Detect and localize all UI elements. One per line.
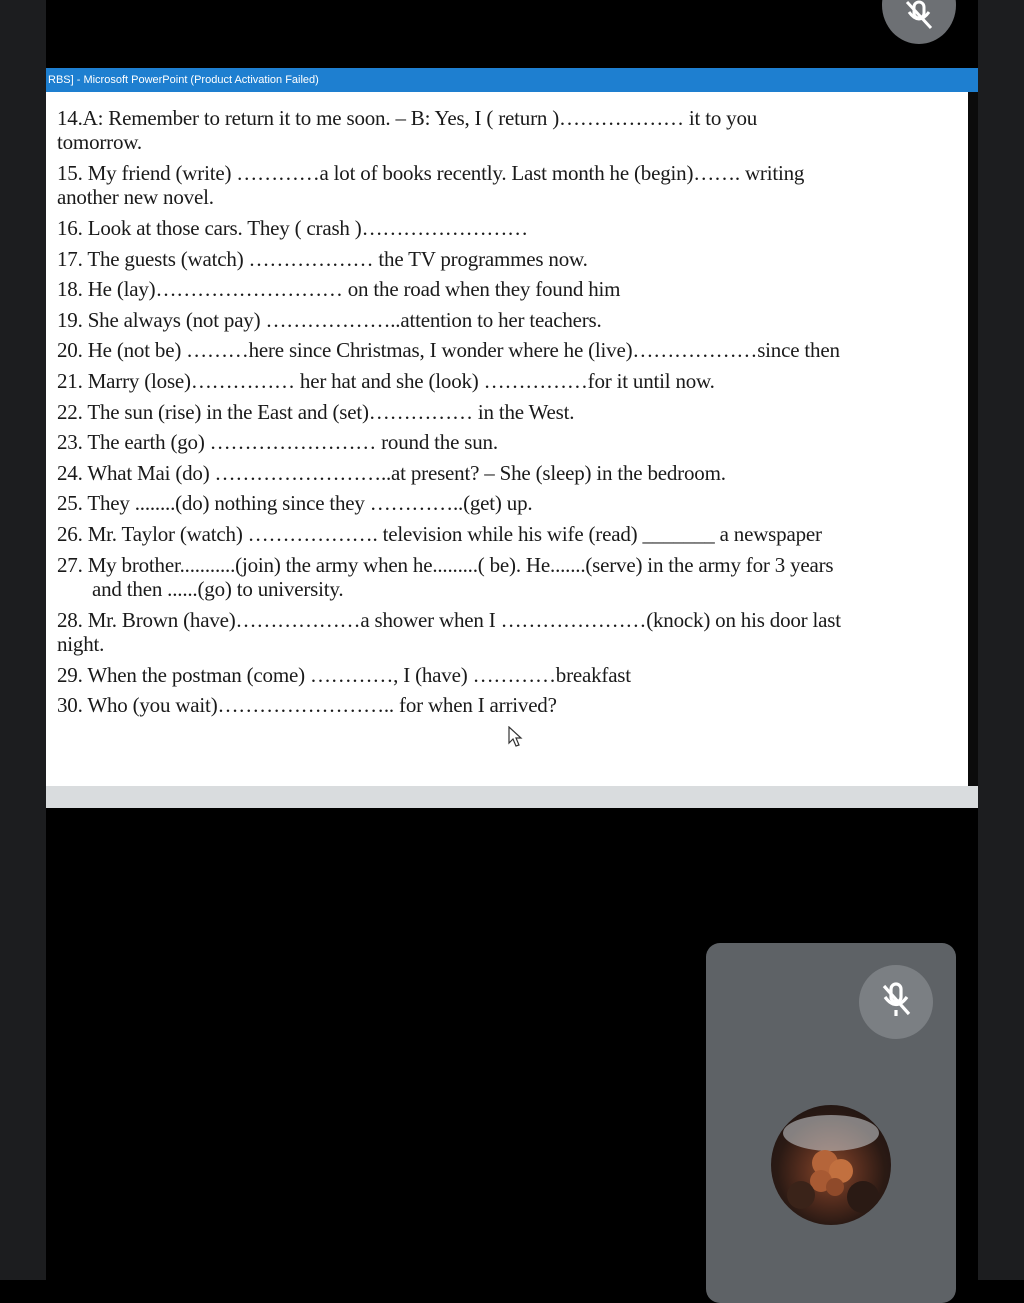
participant-mic-muted-button[interactable] bbox=[882, 0, 956, 44]
exercise-text-continued: and then ......(go) to university. bbox=[92, 576, 344, 601]
exercise-text: 29. When the postman (come) …………, I (have) …………breakfast bbox=[57, 662, 631, 687]
exercise-text: 27. My brother...........(join) the army when he.........( be). He.......(serve) in the army for 3 years bbox=[57, 552, 834, 577]
exercise-text-continued: tomorrow. bbox=[57, 130, 142, 154]
exercise-item bbox=[57, 338, 952, 362]
exercise-item bbox=[57, 369, 952, 393]
exercise-text: 19. She always (not pay) ………………..attention to her teachers. bbox=[57, 307, 602, 332]
shared-screen-powerpoint-window bbox=[46, 68, 978, 808]
mic-off-icon bbox=[876, 980, 916, 1024]
exercise-item bbox=[57, 247, 952, 271]
exercise-text-continued: another new novel. bbox=[57, 185, 214, 209]
exercise-item bbox=[57, 663, 952, 687]
exercise-text: 20. He (not be) ………here since Christmas, I wonder where he (live)………………since then bbox=[57, 338, 840, 363]
exercise-text: 17. The guests (watch) ……………… the TV programmes now. bbox=[57, 246, 588, 271]
exercise-list bbox=[57, 106, 952, 724]
exercise-item bbox=[57, 216, 952, 240]
exercise-item bbox=[57, 693, 952, 717]
exercise-item bbox=[57, 553, 952, 601]
exercise-item bbox=[57, 461, 952, 485]
exercise-item bbox=[57, 277, 952, 301]
self-view-tile[interactable] bbox=[706, 943, 956, 1303]
exercise-text: 24. What Mai (do) ……………………..at present? – She (sleep) in the bedroom. bbox=[57, 460, 726, 485]
exercise-item bbox=[57, 106, 952, 154]
exercise-item bbox=[57, 161, 952, 209]
mic-off-icon bbox=[902, 0, 936, 34]
exercise-text: 18. He (lay)……………………… on the road when they found him bbox=[57, 277, 621, 302]
exercise-text: 21. Marry (lose)…………… her hat and she (look) ……………for it until now. bbox=[57, 368, 715, 393]
exercise-item bbox=[57, 522, 952, 546]
window-title: RBS] - Microsoft PowerPoint (Product Activation Failed) bbox=[46, 68, 978, 92]
exercise-text: 23. The earth (go) …………………… round the sun. bbox=[57, 430, 498, 455]
exercise-text: 26. Mr. Taylor (watch) ………………. television while his wife (read) _______ a newspaper bbox=[57, 521, 822, 546]
left-black-bar bbox=[0, 0, 46, 1280]
exercise-item bbox=[57, 491, 952, 515]
avatar bbox=[771, 1105, 891, 1225]
exercise-text: 30. Who (you wait)…………………….. for when I arrived? bbox=[57, 693, 557, 718]
exercise-text: 16. Look at those cars. They ( crash )…………………… bbox=[57, 216, 528, 240]
exercise-item bbox=[57, 400, 952, 424]
powerpoint-status-bar bbox=[46, 786, 978, 808]
exercise-text: 28. Mr. Brown (have)………………a shower when I …………………(knock) on his door last bbox=[57, 607, 841, 632]
exercise-item bbox=[57, 308, 952, 332]
exercise-text: 14.A: Remember to return it to me soon. – B: Yes, I ( return )……………… it to you bbox=[57, 106, 758, 130]
slide-content bbox=[46, 92, 968, 786]
exercise-text: 22. The sun (rise) in the East and (set)…………… in the West. bbox=[57, 399, 575, 424]
exercise-text: 15. My friend (write) …………a lot of books recently. Last month he (begin)……. writing bbox=[57, 161, 805, 185]
right-black-bar bbox=[978, 0, 1024, 1280]
exercise-text: 25. They ........(do) nothing since they …………..(get) up. bbox=[57, 491, 533, 516]
slide-right-edge bbox=[968, 92, 978, 786]
mouse-cursor-icon bbox=[508, 726, 524, 752]
self-mic-muted-button[interactable] bbox=[859, 965, 933, 1039]
exercise-item bbox=[57, 608, 952, 656]
exercise-item bbox=[57, 430, 952, 454]
exercise-text-continued: night. bbox=[57, 631, 105, 656]
